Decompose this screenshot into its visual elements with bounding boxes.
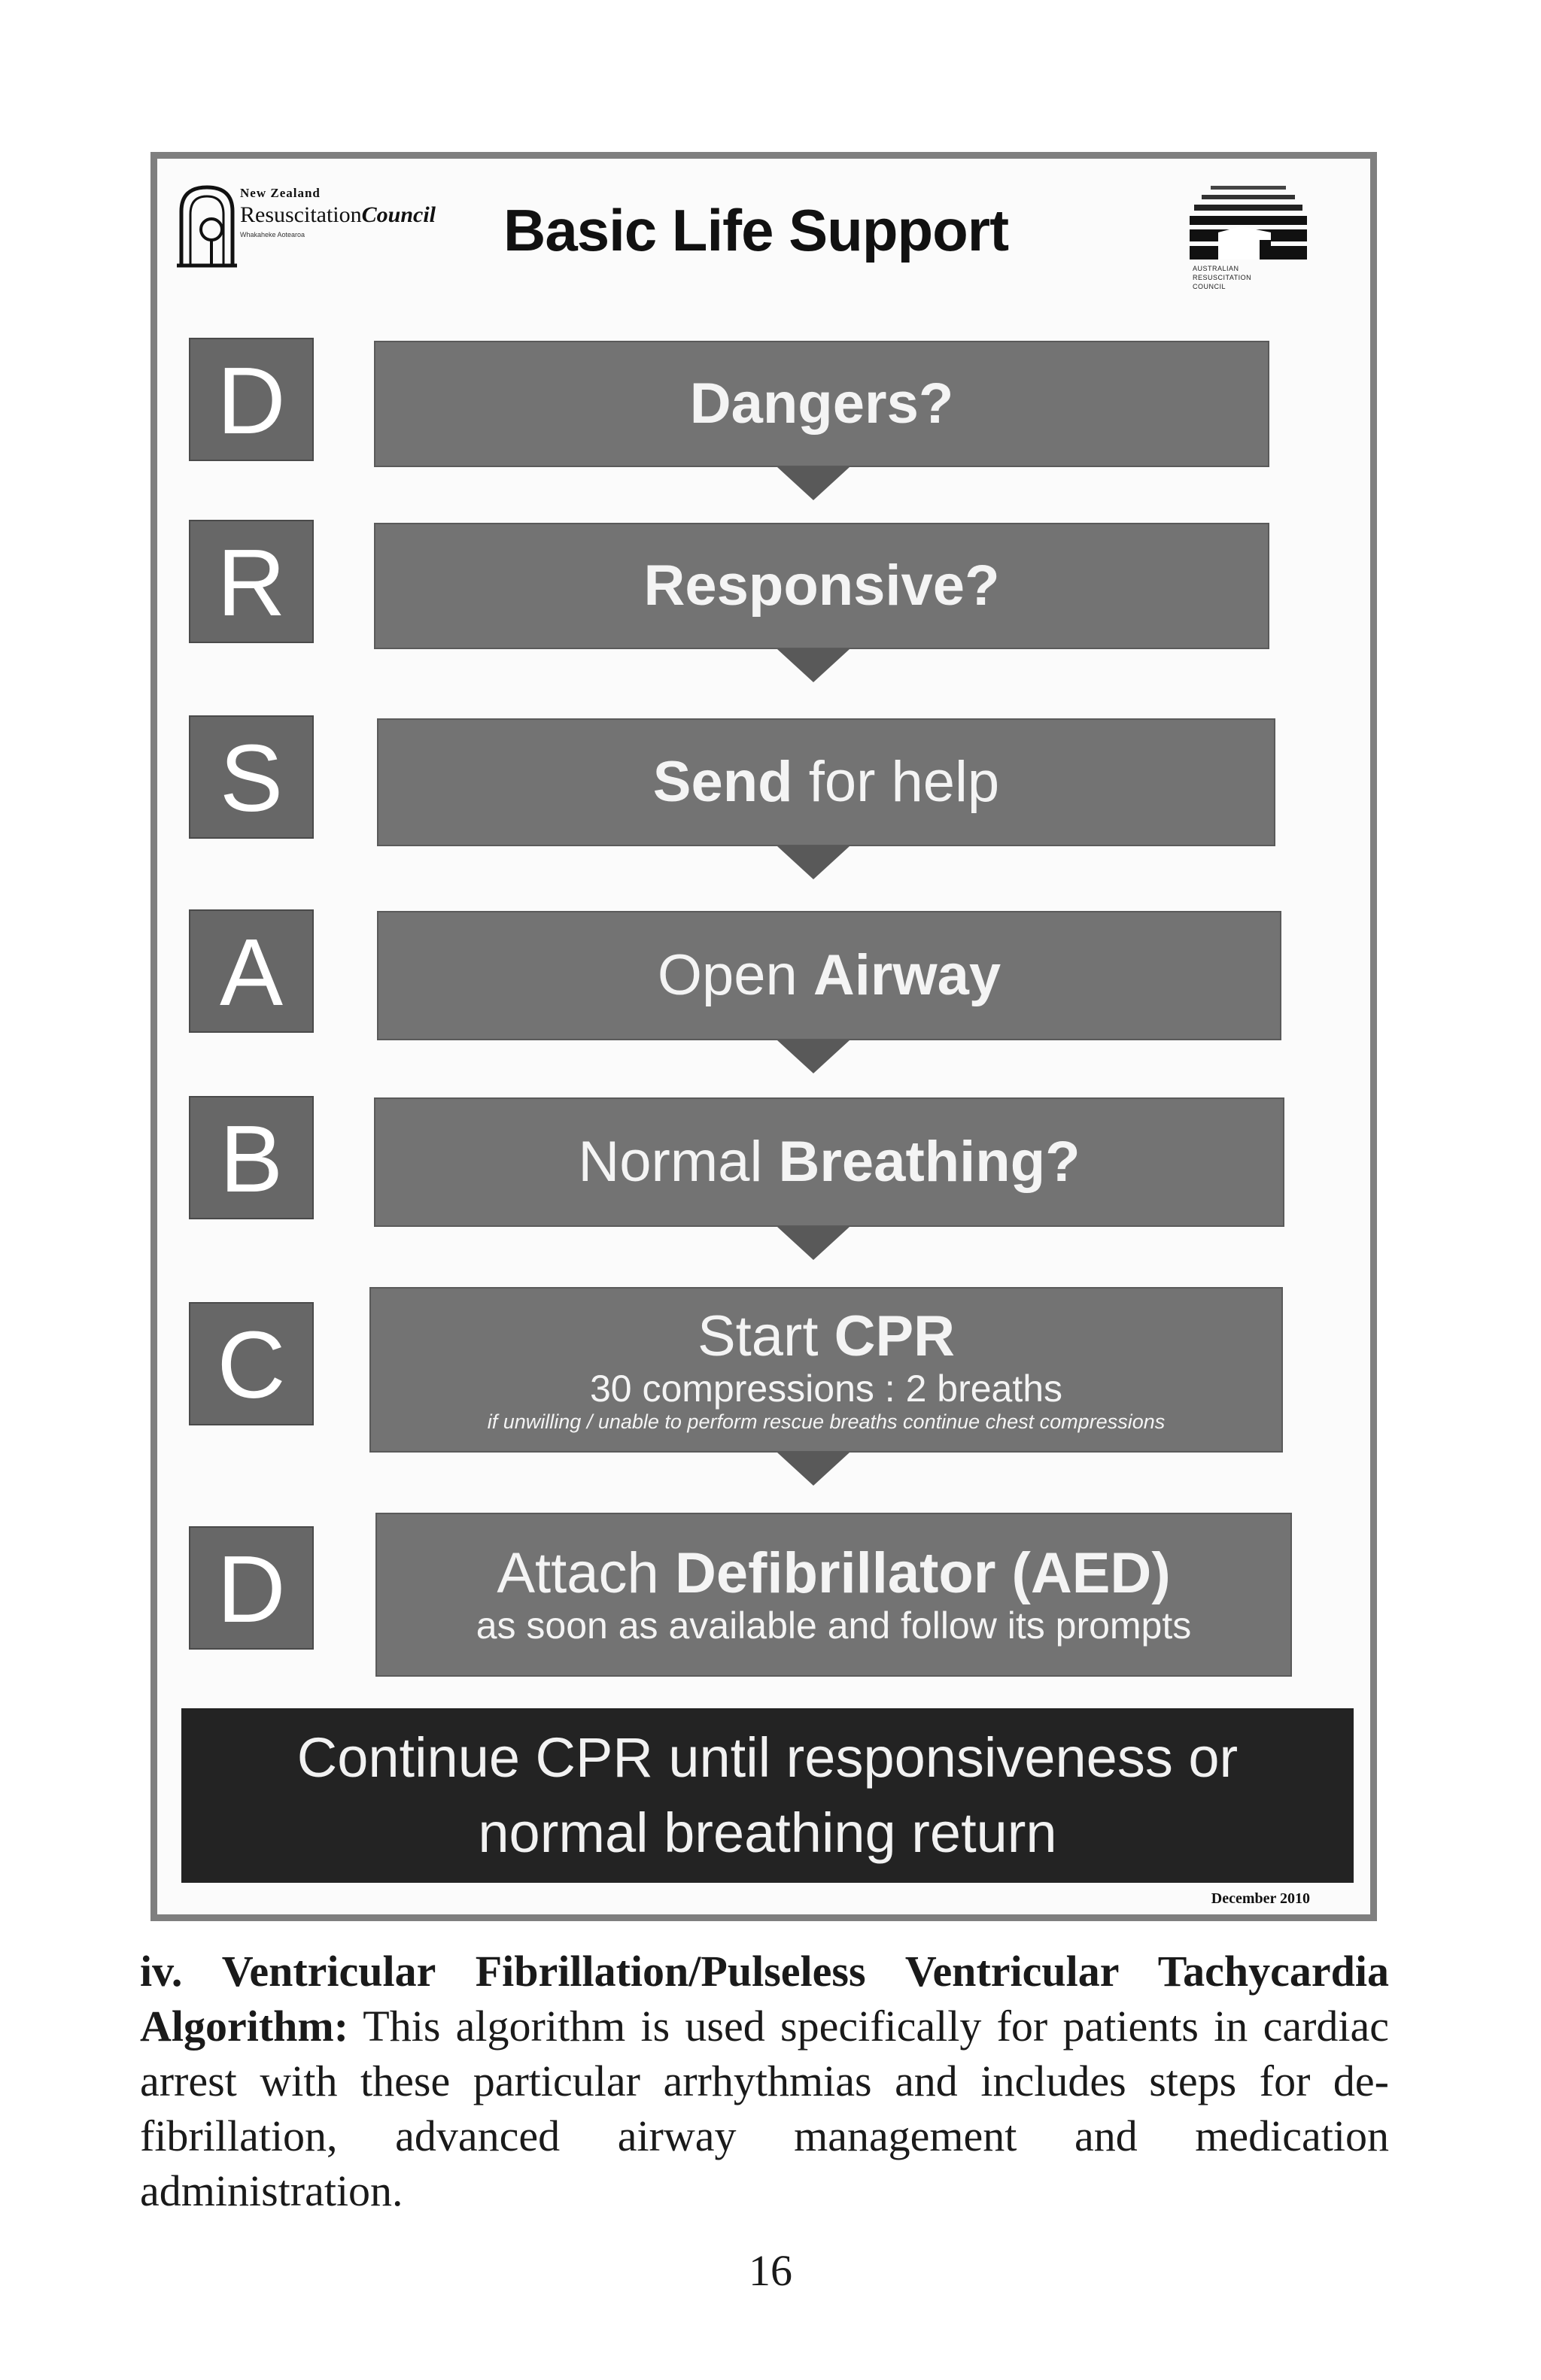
letter-box-r: R	[189, 520, 314, 643]
bls-poster	[150, 152, 1377, 1921]
step-breathing-bold: Breathing?	[778, 1130, 1081, 1194]
step-airway-regular: Open	[657, 943, 813, 1007]
arc-logo-line: AUSTRALIAN	[1193, 265, 1239, 272]
down-arrow-icon	[777, 1453, 850, 1486]
arc-logo-line: RESUSCITATION	[1193, 274, 1252, 281]
arc-logo-emblem-icon	[1188, 180, 1308, 263]
step-send-label	[653, 751, 999, 813]
step-breathing-label	[578, 1131, 1080, 1193]
step-breathing-regular: Normal	[578, 1130, 779, 1194]
body-description: This algorithm is used specifically for patients in cardiac arrest with these particular arrhythmias and includes steps for de-fibrillation, advanced airway management and medication administration.	[140, 2002, 1389, 2215]
step-open-airway	[377, 911, 1281, 1040]
letter-box-d2: D	[189, 1526, 314, 1650]
page-number: 16	[749, 2246, 792, 2295]
step-normal-breathing	[374, 1097, 1284, 1227]
letter-box-a: A	[189, 909, 314, 1033]
step-cpr-label	[698, 1306, 955, 1368]
step-send-bold: Send	[652, 750, 793, 814]
step-responsive	[374, 523, 1269, 649]
step-cpr-regular: Start	[697, 1304, 834, 1368]
nz-logo-resuscitation: Resuscitation	[240, 202, 362, 227]
step-start-cpr	[369, 1287, 1283, 1453]
continue-line1: Continue CPR until responsiveness or	[296, 1726, 1239, 1789]
letter-box-c: C	[189, 1302, 314, 1425]
down-arrow-icon	[777, 649, 850, 682]
down-arrow-icon	[777, 467, 850, 500]
arc-logo-text	[1193, 264, 1305, 291]
step-responsive-bold: Responsive?	[643, 554, 1000, 618]
australian-resuscitation-council-logo	[1188, 180, 1308, 315]
step-aed-bold: Defibrillator (AED)	[674, 1541, 1171, 1605]
step-dangers-bold: Dangers?	[689, 372, 954, 436]
down-arrow-icon	[777, 846, 850, 879]
step-aed-sub: as soon as available and follow its prompts	[476, 1604, 1192, 1647]
nz-logo-council: Council	[361, 202, 436, 227]
nz-logo-line2	[240, 202, 436, 228]
step-aed-label	[497, 1543, 1170, 1604]
step-airway-bold: Airway	[813, 943, 1001, 1007]
step-dangers	[374, 341, 1269, 467]
nz-logo-emblem-icon	[177, 181, 237, 272]
step-send-for-help	[377, 718, 1275, 846]
continue-line2: normal breathing return	[478, 1802, 1057, 1864]
step-cpr-note: if unwilling / unable to perform rescue breaths continue chest compressions	[487, 1410, 1166, 1433]
down-arrow-icon	[777, 1227, 850, 1260]
down-arrow-icon	[777, 1040, 850, 1073]
step-dangers-label	[690, 373, 954, 435]
letter-box-s: S	[189, 715, 314, 839]
body-paragraph	[140, 1944, 1389, 2218]
nz-logo-line1: New Zealand	[240, 186, 321, 200]
step-send-regular: for help	[792, 750, 1000, 814]
nz-resuscitation-council-logo	[177, 181, 478, 279]
step-aed-regular: Attach	[497, 1541, 675, 1605]
step-responsive-label	[643, 555, 999, 617]
poster-title: Basic Life Support	[503, 197, 1009, 263]
body-heading: iv. Ventricular Fibrillation/Pulseless Ventricular Tachycardia Algorithm:	[140, 1947, 1389, 2051]
letter-box-d: D	[189, 338, 314, 461]
step-cpr-bold: CPR	[834, 1304, 956, 1368]
arc-logo-line: COUNCIL	[1193, 283, 1226, 290]
step-cpr-ratio: 30 compressions : 2 breaths	[589, 1368, 1063, 1410]
nz-logo-line3: Whakaheke Aotearoa	[240, 231, 305, 238]
step-airway-label	[658, 945, 1001, 1006]
continue-cpr-banner	[181, 1708, 1354, 1883]
step-attach-defibrillator	[375, 1513, 1292, 1677]
letter-box-b: B	[189, 1096, 314, 1219]
poster-date: December 2010	[1211, 1890, 1310, 1907]
